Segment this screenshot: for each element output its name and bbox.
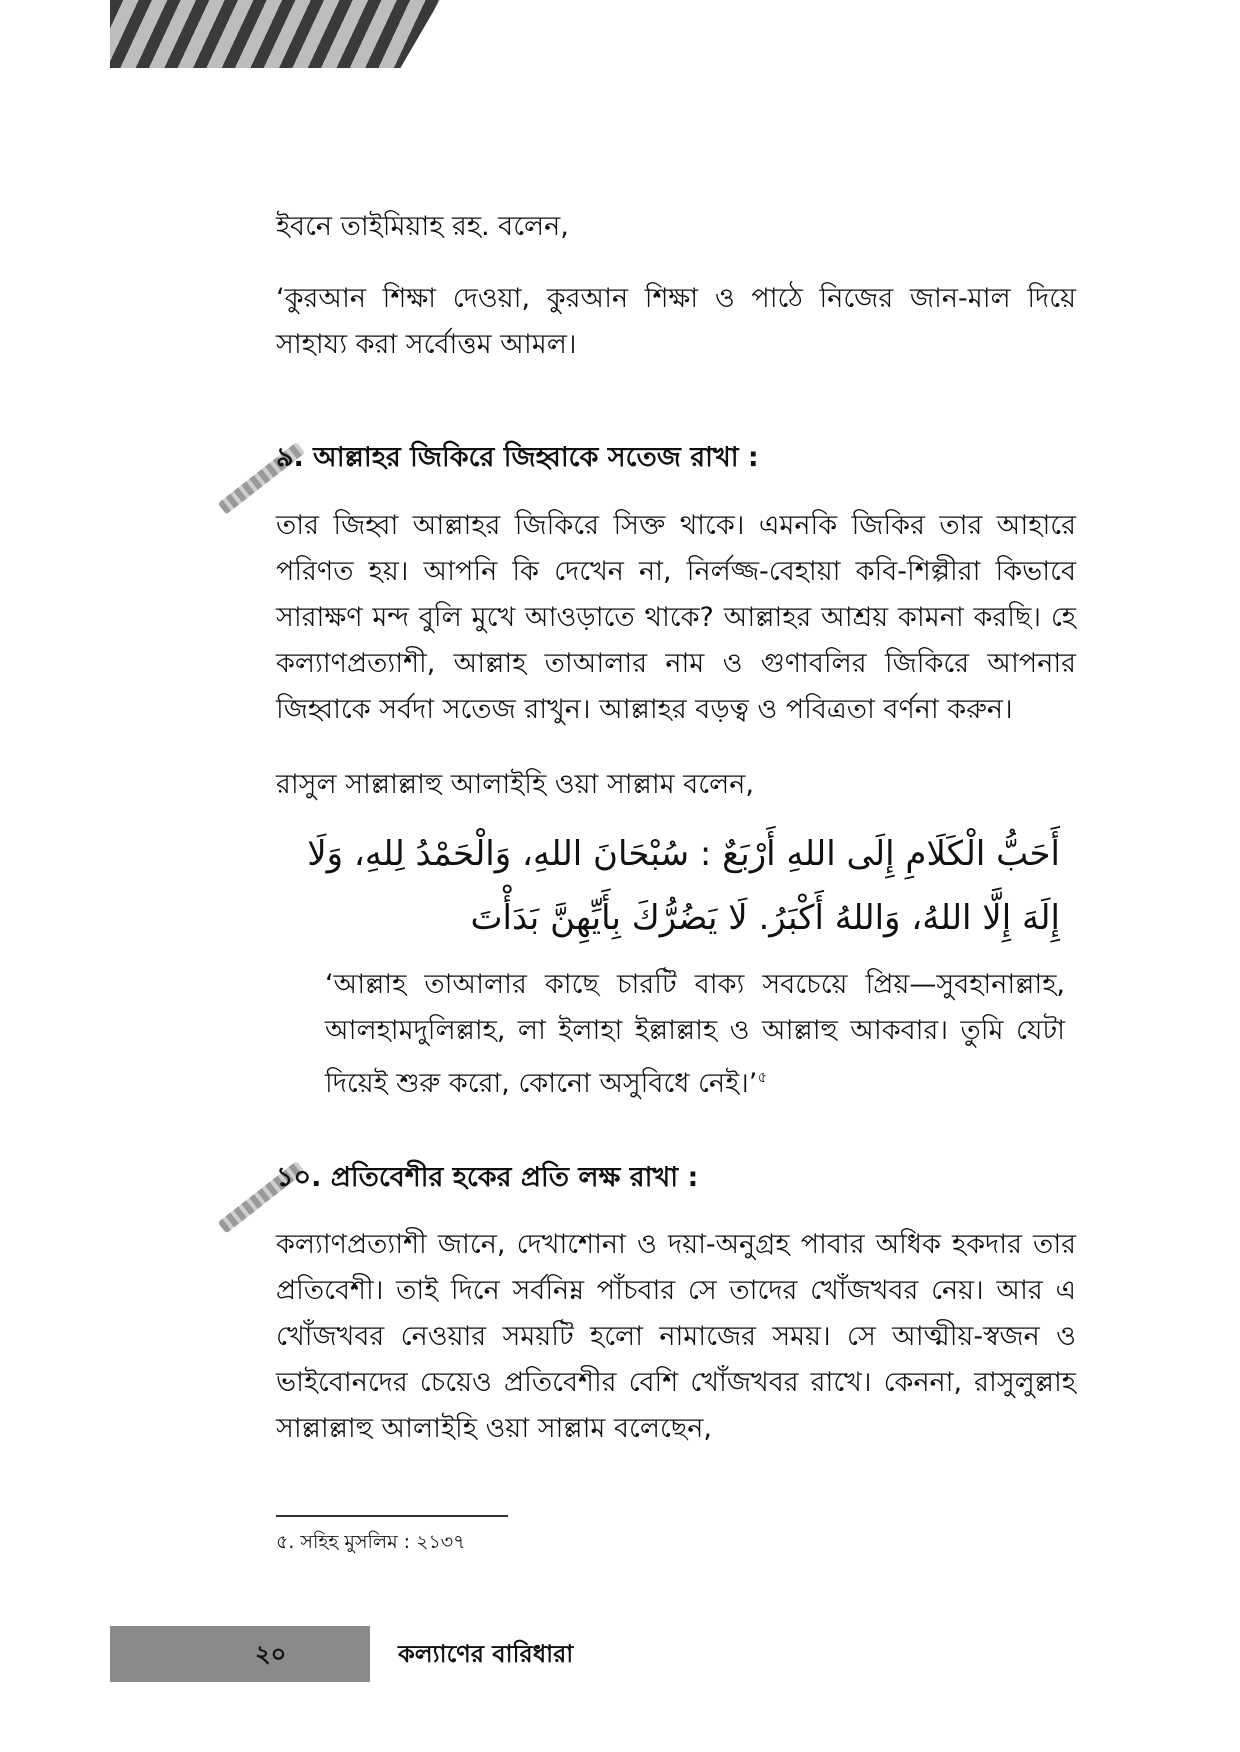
- footnote-reference: ৫: [757, 1068, 768, 1086]
- section-heading-10: ১০. প্রতিবেশীর হকের প্রতি লক্ষ রাখা :: [276, 1162, 699, 1193]
- hadith-translation: [325, 962, 1065, 1107]
- footnote-divider: [276, 1515, 508, 1517]
- rasul-said-paragraph: রাসুল সাল্লাল্লাহু আলাইহি ওয়া সাল্লাম বলেন,: [276, 769, 754, 800]
- footnote: ৫. সহিহ মুসলিম : ২১৩৭: [276, 1531, 466, 1553]
- section-heading-9: ৯. আল্লাহর জিকিরে জিহ্বাকে সতেজ রাখা :: [276, 442, 759, 473]
- intro-paragraph: ইবনে তাইমিয়াহ রহ. বলেন,: [276, 211, 569, 242]
- arabic-hadith: أَحَبُّ الْكَلَامِ إِلَى اللهِ أَرْبَعٌ : سُبْحَانَ اللهِ، وَالْحَمْدُ لِلهِ، وَلَا إِلَهَ إِلَّا اللهُ، وَاللهُ أَكْبَرُ. لَا يَضُرُّكَ بِأَيِّهِنَّ بَدَأْتَ: [307, 834, 1060, 938]
- hadith-translation-text: ‘আল্লাহ তাআলার কাছে চারটি বাক্য সবচেয়ে প্রিয়—সুবহানাল্লাহ, আলহামদুলিল্লাহ, লা ইলাহা ইল্লাল্লাহ ও আল্লাহু আকবার। তুমি যেটা দিয়েই শুরু করো, কোনো অসুবিধে নেই।’: [325, 969, 1065, 1099]
- page-number: ২০: [255, 1640, 287, 1668]
- section-9-paragraph: তার জিহ্বা আল্লাহর জিকিরে সিক্ত থাকে। এমনকি জিকির তার আহারে পরিণত হয়। আপনি কি দেখেন না, নির্লজ্জ-বেহায়া কবি-শিল্পীরা কিভাবে সারাক্ষণ মন্দ বুলি মুখে আওড়াতে থাকে? আল্লাহর আশ্রয় কামনা করছি। হে কল্যাণপ্রত্যাশী, আল্লাহ তাআলার নাম ও গুণাবলির জিকিরে আপনার জিহ্বাকে সর্বদা সতেজ রাখুন। আল্লাহর বড়ত্ব ও পবিত্রতা বর্ণনা করুন।: [276, 510, 1076, 725]
- book-title: কল্যাণের বারিধারা: [398, 1640, 574, 1668]
- footer-bar: [110, 1626, 370, 1682]
- quote-paragraph: ‘কুরআন শিক্ষা দেওয়া, কুরআন শিক্ষা ও পাঠে নিজের জান-মাল দিয়ে সাহায্য করা সর্বোত্তম আমল।: [276, 283, 1076, 360]
- section-10-paragraph: কল্যাণপ্রত্যাশী জানে, দেখাশোনা ও দয়া-অনুগ্রহ পাবার অধিক হকদার তার প্রতিবেশী। তাই দিনে সর্বনিম্ন পাঁচবার সে তাদের খোঁজখবর নেয়। আর এ খোঁজখবর নেওয়ার সময়টি হলো নামাজের সময়। সে আত্মীয়-স্বজন ও ভাইবোনদের চেয়েও প্রতিবেশীর বেশি খোঁজখবর রাখে। কেননা, রাসুলুল্লাহ সাল্লাল্লাহু আলাইহি ওয়া সাল্লাম বলেছেন,: [276, 1229, 1076, 1444]
- header-stripes-decoration: [110, 0, 440, 68]
